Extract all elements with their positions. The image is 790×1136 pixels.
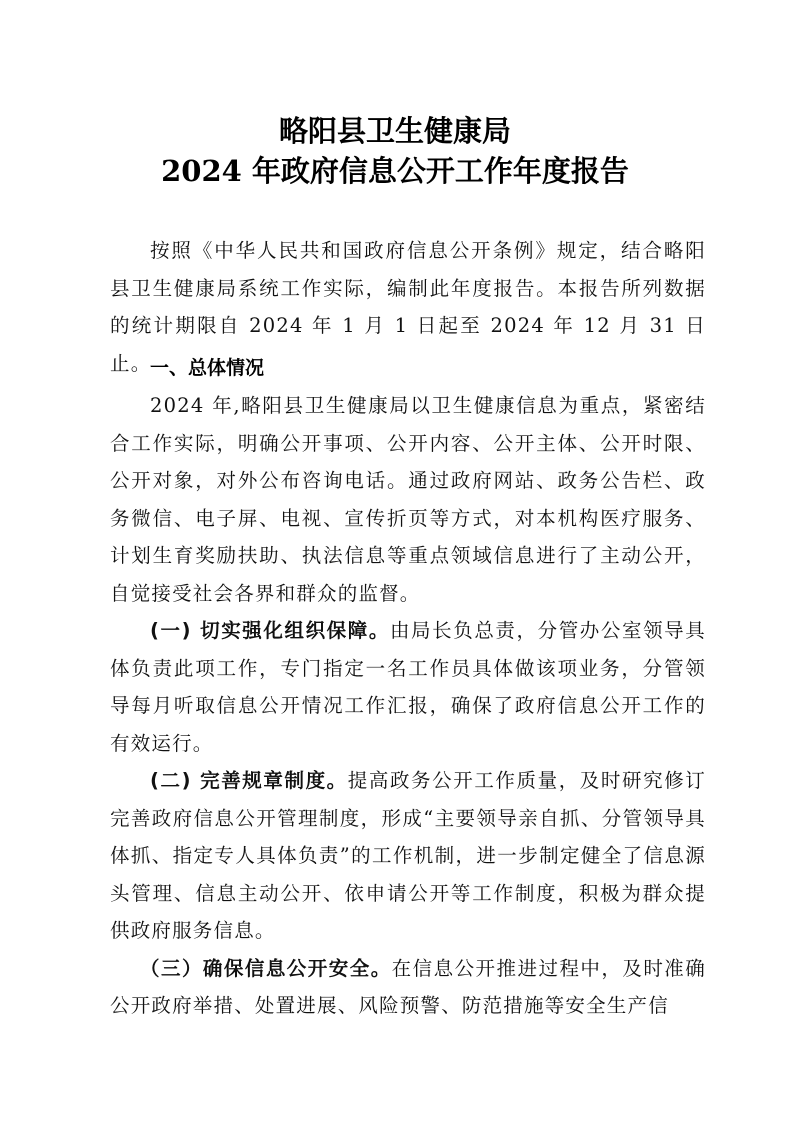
sub1-text: 由局长负总责，分管办公室领导具体负责此项工作，专门指定一名工作员具体做该项业务，分管领导每月听取信息公开情况工作汇报，确保了政府信息公开工作的有效运行。 bbox=[110, 619, 706, 755]
sub2-text: 提高政务公开工作质量，及时研究修订完善政府信息公开管理制度，形成“主要领导亲自抓、分管领导具体抓、指定专人具体负责”的工作机制，进一步制定健全了信息源头管理、信息主动公开、依申请公开等工作制度，积极为群众提供政府服务信息。 bbox=[110, 769, 706, 942]
sub3-paragraph bbox=[110, 950, 706, 1025]
body-block bbox=[110, 387, 706, 1025]
sub3-text: 在信息公开推进过程中，及时准确公开政府举措、处置进展、风险预警、防范措施等安全生产信 bbox=[110, 956, 706, 1017]
document-title-line2: 2024 年政府信息公开工作年度报告 bbox=[161, 154, 629, 188]
intro-paragraph: 按照《中华人民共和国政府信息公开条例》规定，结合略阳县卫生健康局系统工作实际，编制此年度报告。本报告所列数据的统计期限自 2024 年 1 月 1 日起至 2024 年 12 月 31 日止。 bbox=[110, 239, 706, 375]
section1-paragraph: 2024 年,略阳县卫生健康局以卫生健康信息为重点，紧密结合工作实际，明确公开事项、公开内容、公开主体、公开时限、公开对象，对外公布咨询电话。通过政府网站、政务公告栏、政务微信、电子屏、电视、宣传折页等方式，对本机构医疗服务、计划生育奖励扶助、执法信息等重点领域信息进行了主动公开，自觉接受社会各界和群众的监督。 bbox=[110, 394, 706, 605]
sub2-title: (二) 完善规章制度。 bbox=[150, 769, 348, 792]
sub2-paragraph bbox=[110, 762, 706, 950]
section1-heading: 一、总体情况 bbox=[150, 357, 265, 379]
sub3-title: （三）确保信息公开安全。 bbox=[140, 956, 392, 980]
document-title-line1: 略阳县卫生健康局 bbox=[278, 114, 511, 148]
sub1-paragraph bbox=[110, 612, 706, 762]
sub1-title: (一) 切实强化组织保障。 bbox=[150, 619, 390, 642]
